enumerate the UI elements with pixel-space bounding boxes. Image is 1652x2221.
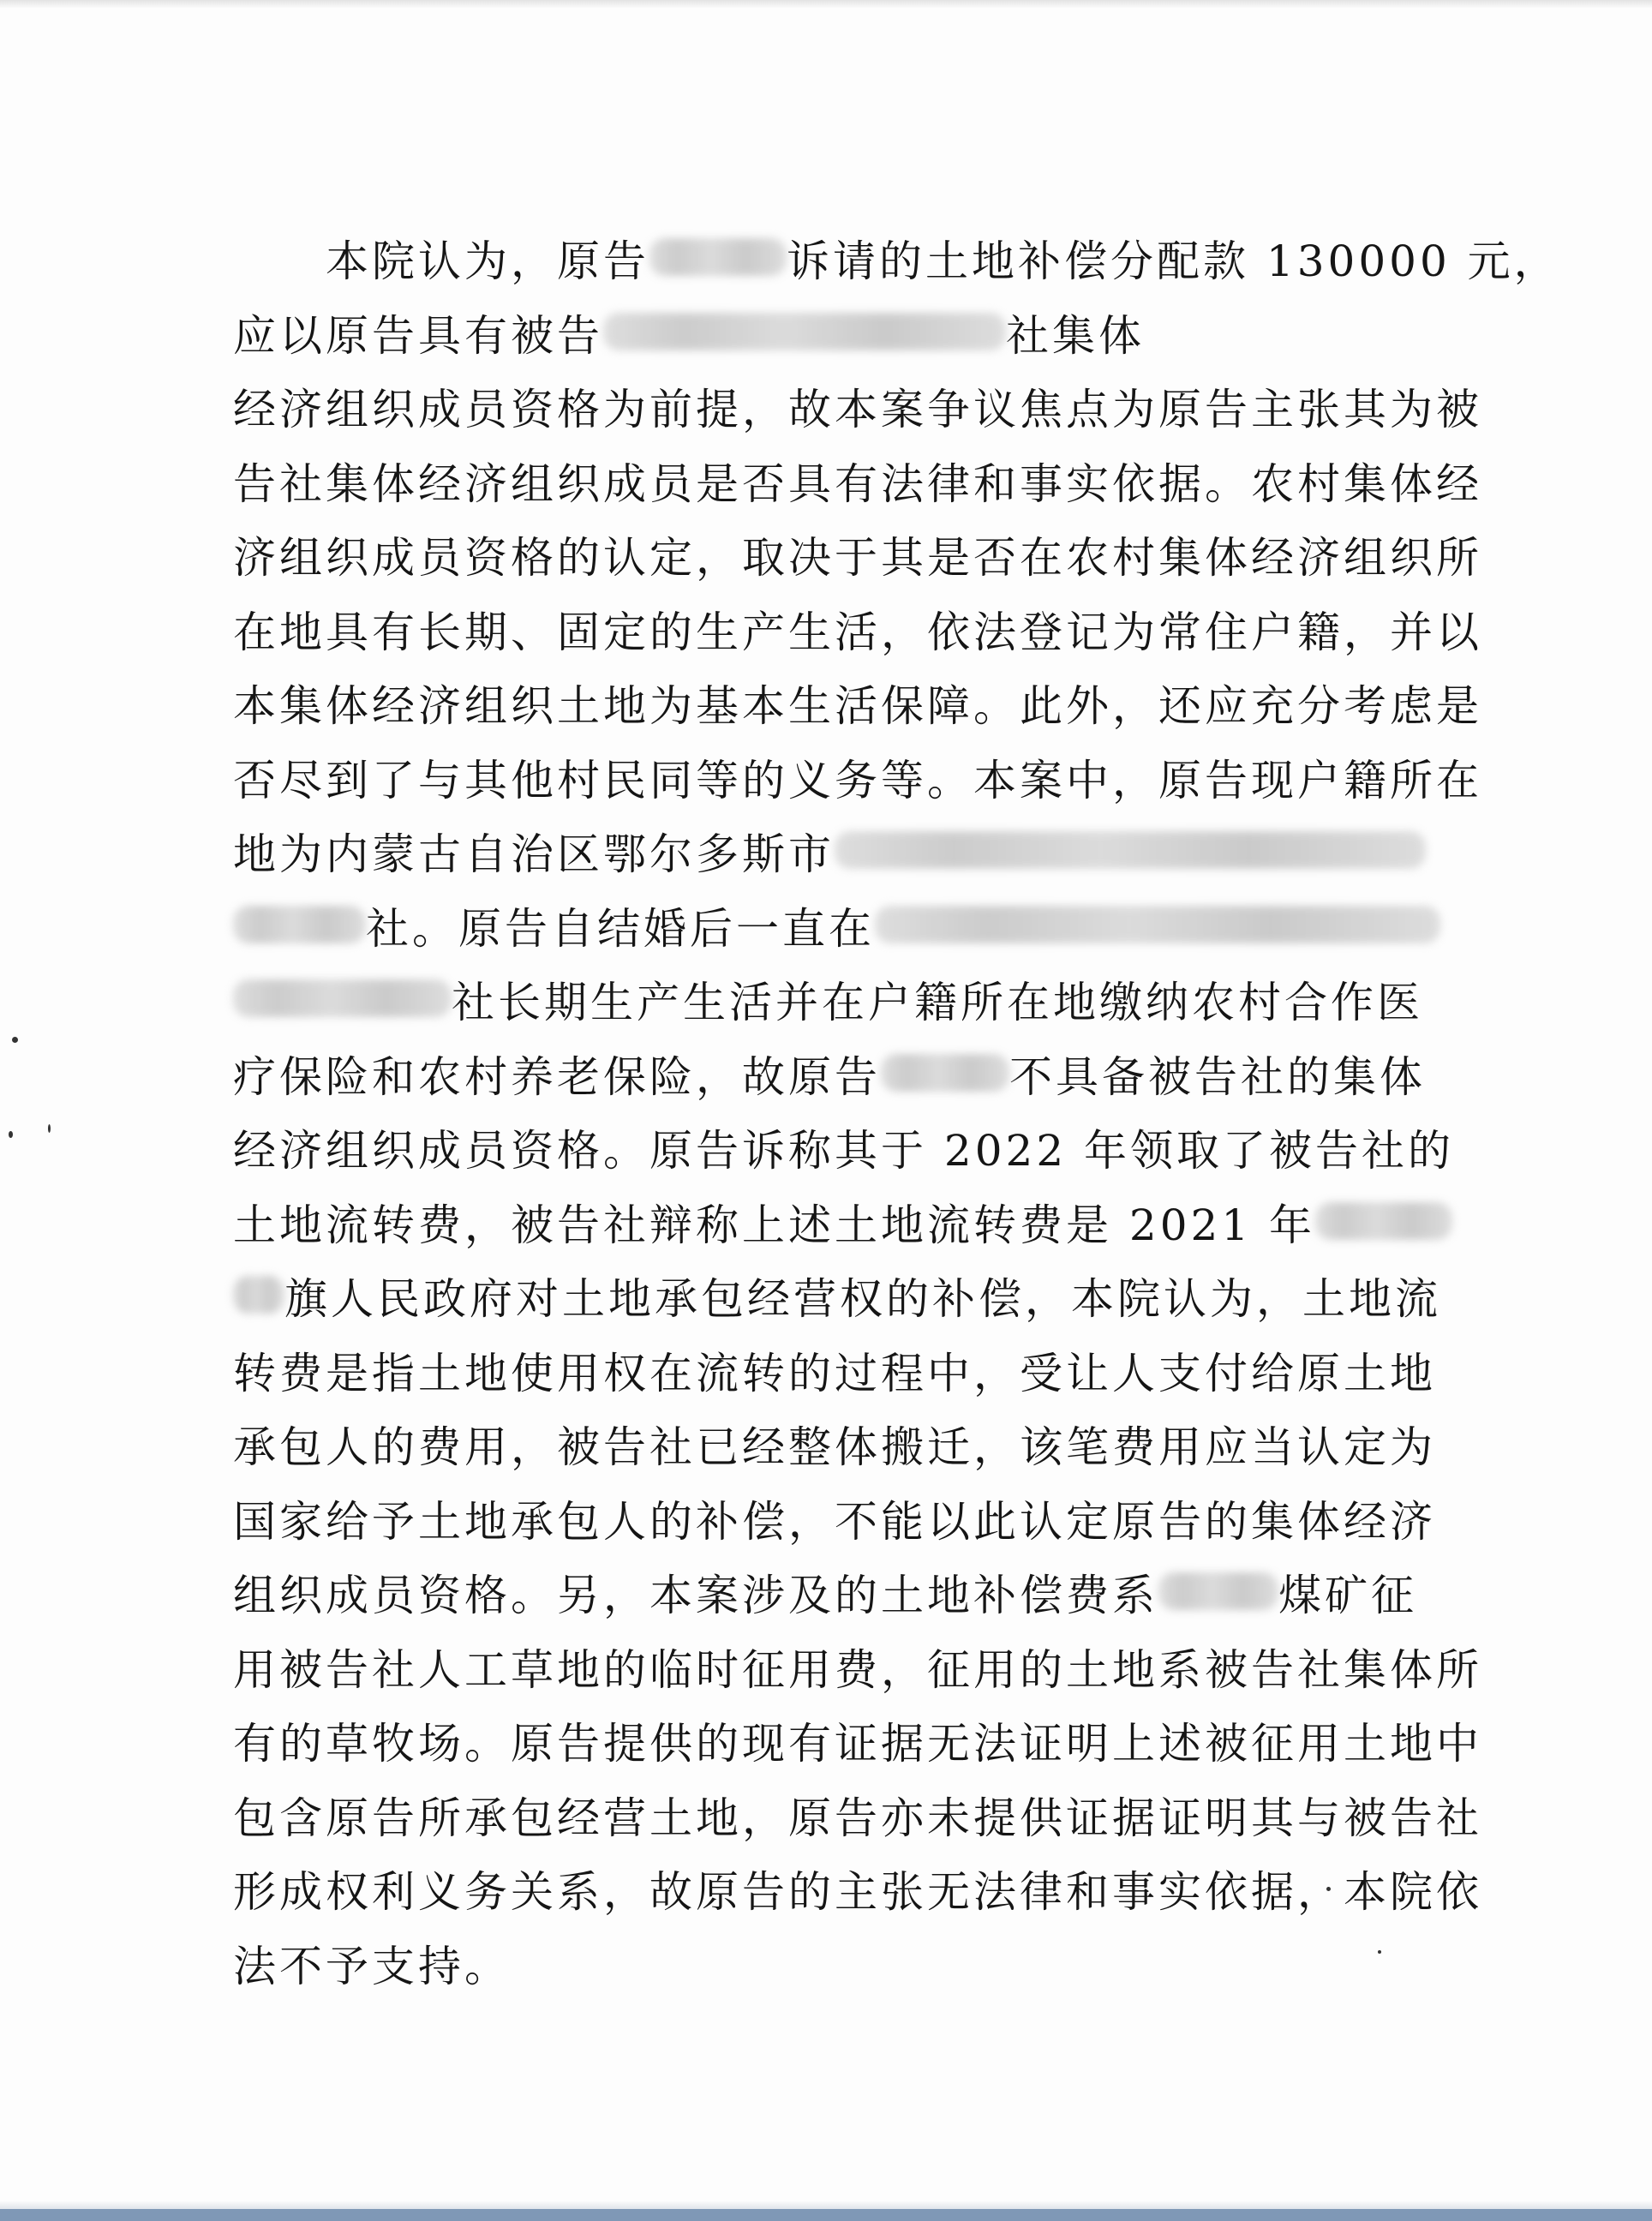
text-segment: 有的草牧场。原告提供的现有证据无法证明上述被征用土地中 xyxy=(233,1719,1482,1769)
redaction-blur xyxy=(233,906,366,943)
text-segment: 社长期生产生活并在户籍所在地缴纳农村合作医 xyxy=(452,978,1423,1027)
text-line xyxy=(233,521,1482,596)
text-line xyxy=(233,299,1450,374)
text-segment: 社。原告自结婚后一直在 xyxy=(366,903,875,954)
text-segment: 应以原告具有被告 xyxy=(233,310,603,361)
text-segment: 法不予支持。 xyxy=(233,1941,511,1991)
text-segment: 经济组织成员资格为前提，故本案争议焦点为原告主张其为被 xyxy=(233,385,1482,434)
text-line xyxy=(233,892,1450,967)
text-line xyxy=(233,1485,1450,1559)
text-line xyxy=(233,966,1450,1040)
text-line xyxy=(233,373,1482,447)
text-line xyxy=(233,1337,1450,1411)
text-line xyxy=(233,1410,1450,1485)
text-segment: 地为内蒙古自治区鄂尔多斯市 xyxy=(233,829,835,879)
text-line xyxy=(233,1114,1455,1188)
text-segment: 转费是指土地使用权在流转的过程中，受让人支付给原土地 xyxy=(233,1348,1436,1398)
redaction-blur xyxy=(649,238,787,276)
text-segment: 社集体 xyxy=(1006,310,1145,361)
text-segment: 本集体经济组织土地为基本生活保障。此外，还应充分考虑是 xyxy=(233,681,1482,731)
text-line xyxy=(233,1559,1450,1633)
text-segment: 告社集体经济组织成员是否具有法律和事实依据。农村集体经 xyxy=(233,458,1482,509)
text-line xyxy=(233,224,1560,299)
scan-speck xyxy=(12,1037,18,1043)
redaction-blur xyxy=(603,313,1006,350)
scan-top-edge xyxy=(0,0,1652,9)
text-segment: 济组织成员资格的认定，取决于其是否在农村集体经济组织所 xyxy=(233,533,1482,583)
text-segment: 否尽到了与其他村民同等的义务等。本案中，原告现户籍所在 xyxy=(233,755,1482,805)
redaction-blur xyxy=(1315,1202,1452,1240)
text-segment: 在地具有长期、固定的生产生活，依法登记为常住户籍，并以 xyxy=(233,607,1482,657)
text-segment: 用被告社人工草地的临时征用费，征用的土地系被告社集体所 xyxy=(233,1644,1482,1695)
scan-speck xyxy=(48,1124,51,1133)
text-segment: 土地流转费，被告社辩称上述土地流转费是 2021 年 xyxy=(233,1200,1316,1250)
redaction-blur xyxy=(1158,1572,1278,1610)
redaction-blur xyxy=(233,979,452,1017)
redaction-blur xyxy=(875,906,1440,943)
text-segment: 组织成员资格。另，本案涉及的土地补偿费系 xyxy=(233,1571,1158,1620)
text-line xyxy=(233,596,1482,670)
scan-bottom-edge xyxy=(0,2209,1652,2221)
scan-speck xyxy=(9,1131,13,1138)
text-segment: 国家给予土地承包人的补偿，不能以此认定原告的集体经济 xyxy=(233,1496,1436,1547)
text-line xyxy=(233,1781,1482,1856)
text-line xyxy=(233,744,1482,818)
text-segment: 经济组织成员资格。原告诉称其于 2022 年领取了被告社的 xyxy=(233,1126,1455,1176)
text-segment: 本院认为，原告 xyxy=(326,236,649,286)
text-segment: 不具备被告社的集体 xyxy=(1009,1051,1426,1102)
text-line xyxy=(233,1040,1450,1115)
text-segment: 形成权利义务关系，故原告的主张无法律和事实依据，本院依 xyxy=(233,1867,1482,1917)
text-line xyxy=(233,1855,1482,1930)
redaction-blur xyxy=(881,1054,1009,1092)
text-line xyxy=(233,447,1482,522)
text-segment: 旗人民政府对土地承包经营权的补偿，本院认为，土地流 xyxy=(284,1274,1441,1324)
text-segment: 包含原告所承包经营土地，原告亦未提供证据证明其与被告社 xyxy=(233,1793,1482,1843)
text-line xyxy=(233,1633,1482,1708)
text-line xyxy=(233,1262,1450,1337)
text-segment: 煤矿征 xyxy=(1278,1571,1417,1620)
judgment-paragraph xyxy=(233,224,1560,2003)
text-line xyxy=(233,669,1482,744)
redaction-blur xyxy=(233,1276,284,1314)
text-line xyxy=(233,1188,1450,1263)
text-line xyxy=(233,817,1450,892)
text-segment: 承包人的费用，被告社已经整体搬迁，该笔费用应当认定为 xyxy=(233,1422,1436,1472)
text-segment: 疗保险和农村养老保险，故原告 xyxy=(233,1051,881,1102)
text-line xyxy=(233,1930,1450,2004)
text-line xyxy=(233,1707,1482,1781)
redaction-blur xyxy=(835,831,1426,869)
scan-bottom-fade xyxy=(0,2200,1652,2209)
text-segment: 诉请的土地补偿分配款 130000 元， xyxy=(787,236,1560,286)
